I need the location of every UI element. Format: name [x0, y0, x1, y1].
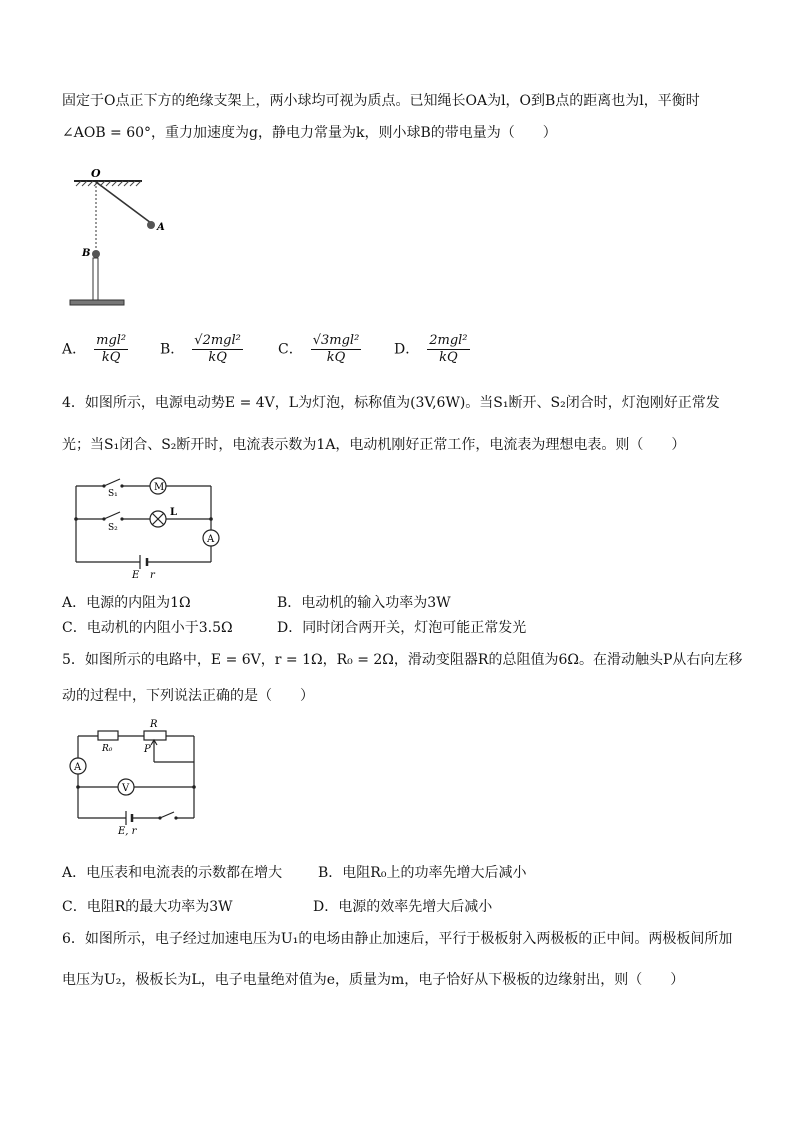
q4-circuit-figure — [68, 474, 228, 586]
q4-line-1: 4．如图所示，电源电动势E = 4V，L为灯泡，标称值为(3V,6W)。当S₁断开、S₂闭合时，灯泡刚好正常发 — [62, 395, 720, 411]
label-s1: S₁ — [108, 489, 118, 499]
q3-option-c[interactable]: C． $\frac{\text{√3mgl²}}{kQ}$ — [278, 333, 360, 365]
q4-option-d[interactable]: D．同时闭合两开关，灯泡可能正常发光 — [277, 620, 527, 636]
label-m: M — [154, 482, 165, 493]
q5-line-2: 动的过程中，下列说法正确的是（ ） — [62, 688, 314, 704]
label-s2: S₂ — [108, 523, 118, 533]
label-ammeter: A — [207, 534, 215, 545]
label-p: P — [144, 744, 151, 755]
q6-line-1: 6．如图所示，电子经过加速电压为U₁的电场由静止加速后，平行于极板射入两极板的正中间。两极板间所加 — [62, 931, 733, 947]
label-r: R — [150, 719, 158, 730]
q5-circuit-figure — [68, 716, 202, 840]
q4-option-a[interactable]: A．电源的内阻为1Ω — [62, 595, 191, 611]
label-a: A — [157, 222, 165, 233]
label-r: r — [150, 570, 155, 581]
q3-line-2: ∠AOB = 60°，重力加速度为g，静电力常量为k，则小球B的带电量为（ ） — [62, 125, 557, 141]
label-b: B — [82, 248, 91, 259]
q3-line-1: 固定于O点正下方的绝缘支架上，两小球均可视为质点。已知绳长OA为l，O到B点的距离也为l，平衡时 — [62, 93, 700, 109]
q5-option-b[interactable]: B．电阻R₀上的功率先增大后减小 — [318, 865, 527, 881]
label-voltmeter: V — [122, 783, 130, 794]
q3-option-a[interactable]: A． $\frac{\text{mgl²}}{kQ}$ — [62, 333, 127, 365]
q4-option-b[interactable]: B．电动机的输入功率为3W — [277, 595, 451, 611]
q5-option-c[interactable]: C．电阻R的最大功率为3W — [62, 899, 233, 915]
label-ammeter: A — [74, 762, 82, 773]
label-r0: R₀ — [102, 744, 113, 754]
q3-option-d[interactable]: D． $\frac{\text{2mgl²}}{kQ}$ — [394, 333, 468, 365]
q3-pendulum-figure — [62, 166, 202, 312]
q5-option-a[interactable]: A．电压表和电流表的示数都在增大 — [62, 865, 283, 881]
q5-line-1: 5．如图所示的电路中，E = 6V，r = 1Ω，R₀ = 2Ω，滑动变阻器R的总阻值为6Ω。在滑动触头P从右向左移 — [62, 652, 743, 668]
label-e: E — [132, 570, 140, 581]
label-l: L — [170, 507, 178, 518]
q6-line-2: 电压为U₂，极板长为L，电子电量绝对值为e，质量为m，电子恰好从下极板的边缘射出，则（ ） — [62, 972, 685, 988]
q4-option-c[interactable]: C．电动机的内阻小于3.5Ω — [62, 620, 233, 636]
q5-option-d[interactable]: D．电源的效率先增大后减小 — [313, 899, 493, 915]
q3-option-b[interactable]: B． $\frac{\text{√2mgl²}}{kQ}$ — [160, 333, 241, 365]
label-er: E, r — [118, 826, 137, 837]
q4-line-2: 光；当S₁闭合、S₂断开时，电流表示数为1A，电动机刚好正常工作，电流表为理想电表。则（ ） — [62, 437, 686, 453]
label-o: O — [91, 167, 101, 180]
